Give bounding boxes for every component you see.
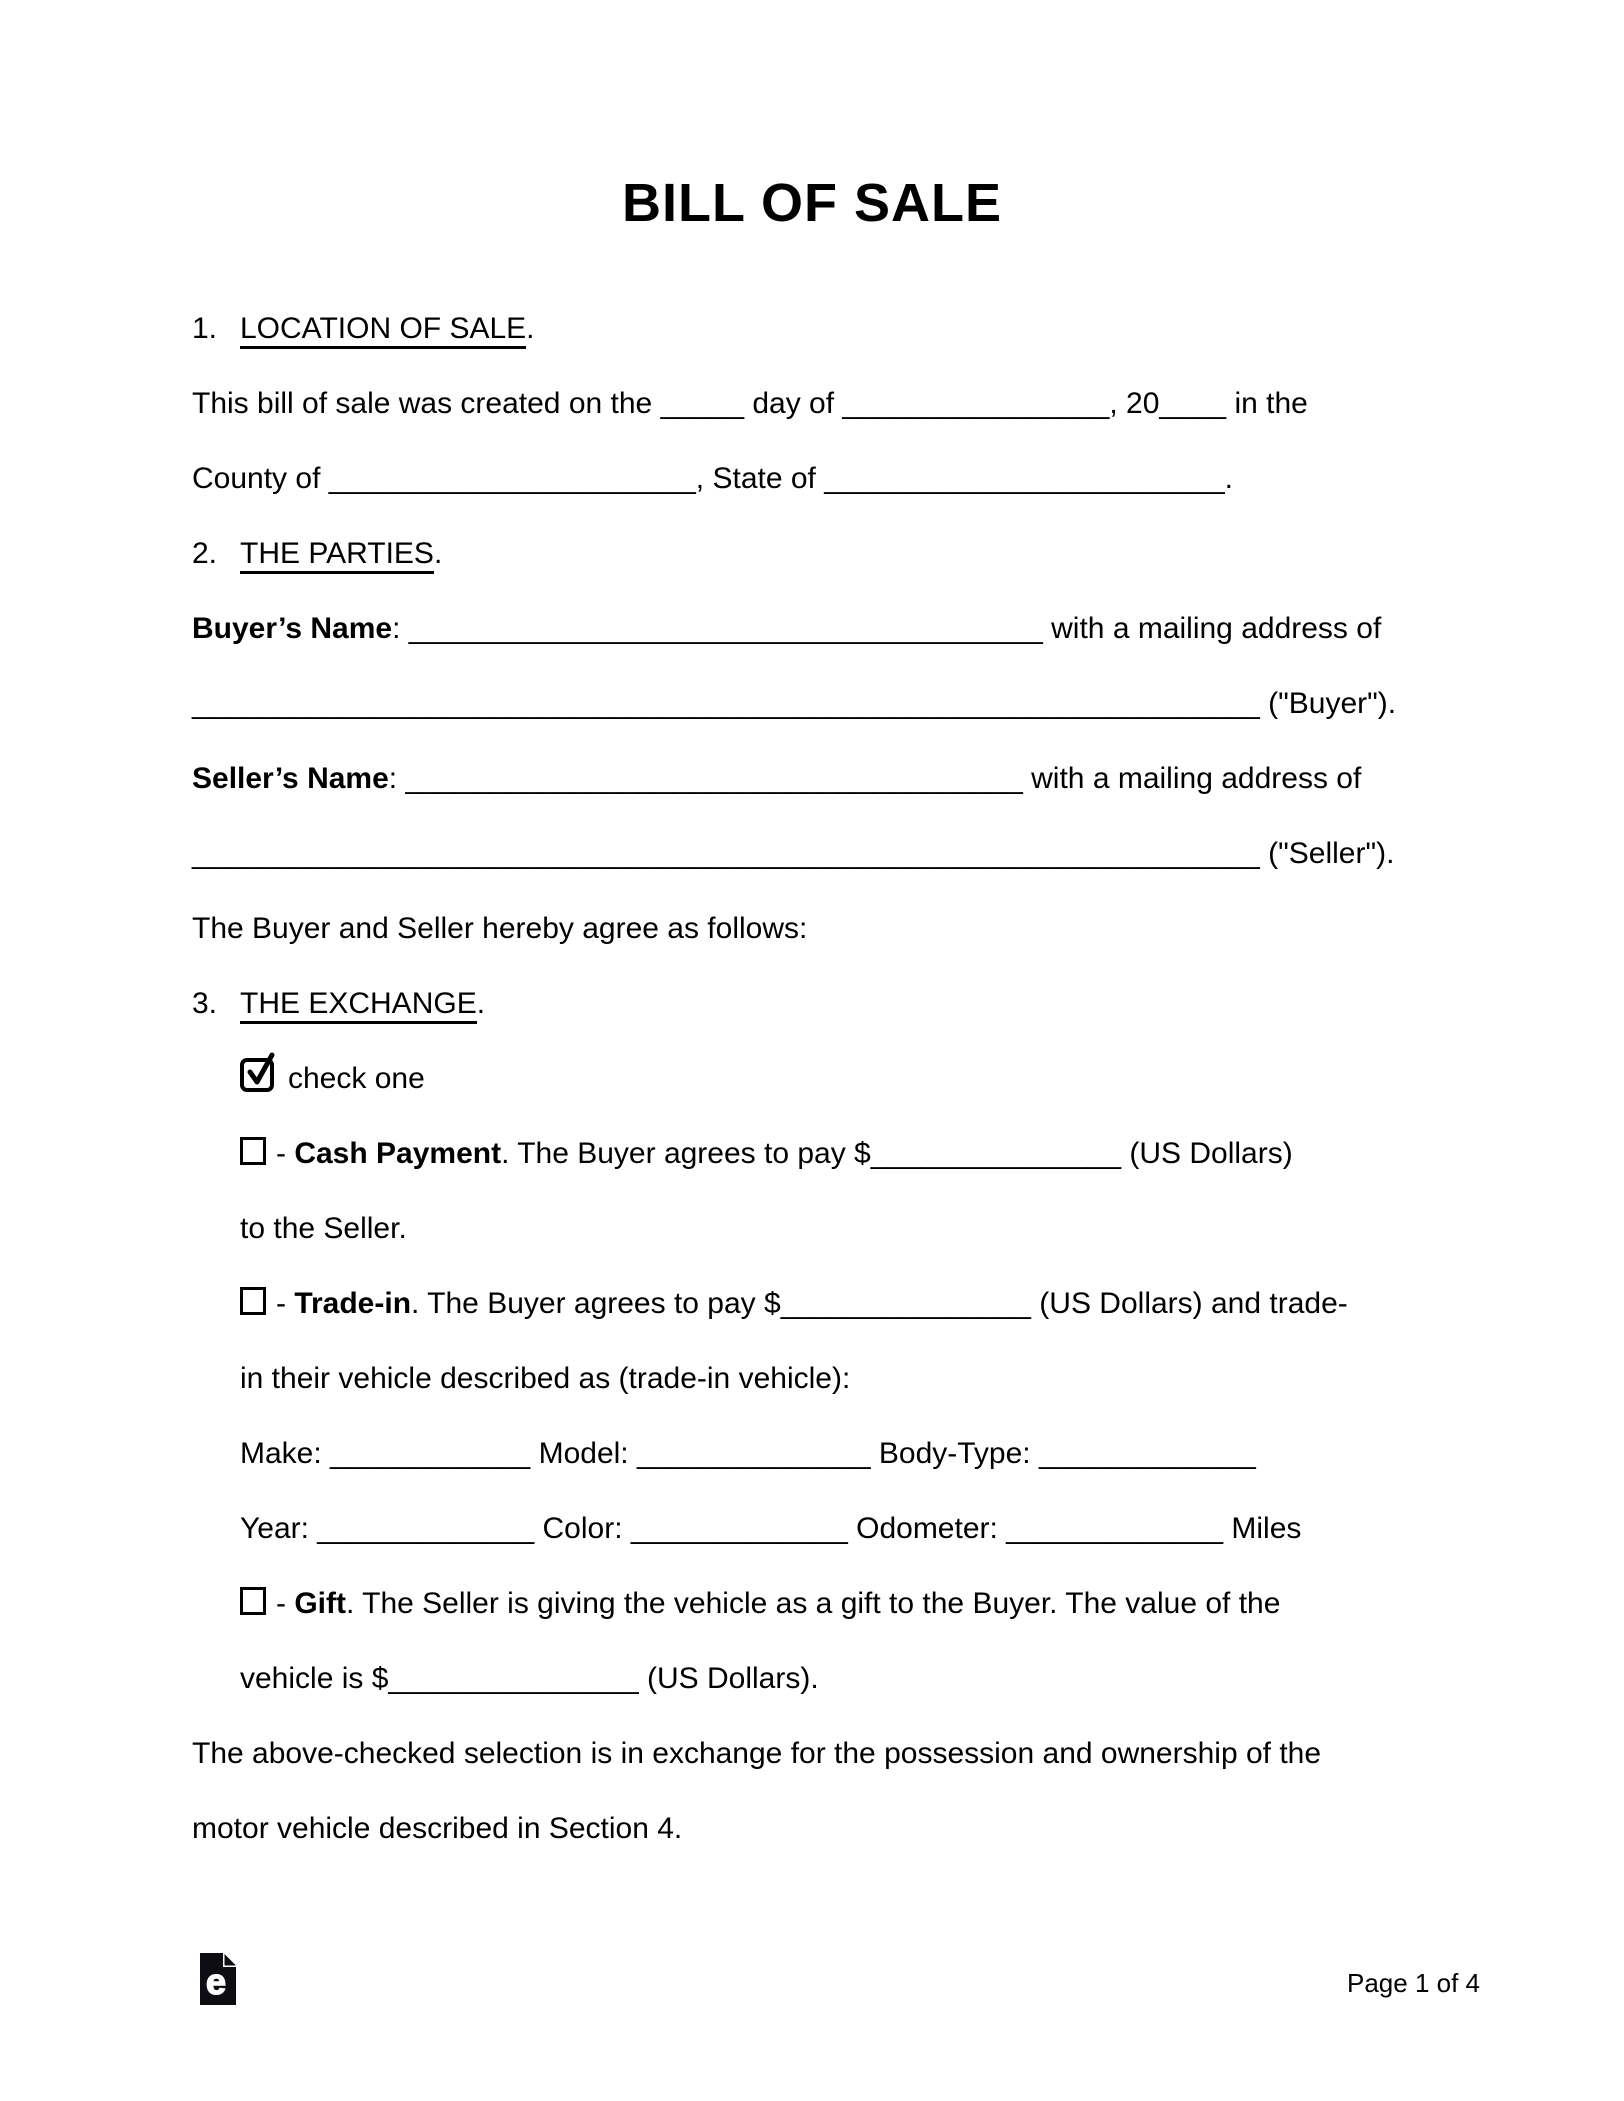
document-line (192, 1791, 1396, 1866)
bold-label: Seller’s Name (192, 762, 389, 795)
section-heading (192, 291, 1396, 366)
text-run: The Buyer and Seller hereby agree as follows: (192, 912, 808, 945)
document-line (192, 1566, 1396, 1641)
text-run: - (276, 1587, 295, 1620)
text-run: County of ______________________, State of ________________________. (192, 462, 1233, 495)
bold-label: Buyer’s Name (192, 612, 393, 645)
document-line (192, 816, 1396, 891)
text-run: . The Buyer agrees to pay $_______________ (US Dollars) and trade- (411, 1287, 1348, 1320)
section-title: THE PARTIES (240, 537, 434, 574)
checked-checkbox-icon[interactable] (240, 1058, 274, 1092)
empty-checkbox-icon[interactable] (240, 1587, 266, 1615)
document-line (192, 1716, 1396, 1791)
text-run: ________________________________________________________________ ("Seller"). (192, 837, 1395, 870)
section-heading (192, 966, 1396, 1041)
text-run: - (276, 1137, 295, 1170)
text-run: This bill of sale was created on the _____ day of ________________, 20____ in the (192, 387, 1308, 420)
text-run: motor vehicle described in Section 4. (192, 1812, 683, 1845)
bold-label: Cash Payment (294, 1137, 502, 1170)
document-line (192, 1416, 1396, 1491)
text-run: : ______________________________________ with a mailing address of (392, 612, 1382, 645)
document-line (192, 666, 1396, 741)
section-title: LOCATION OF SALE (240, 312, 526, 349)
empty-checkbox-icon[interactable] (240, 1137, 266, 1165)
text-run: Make: ____________ Model: ______________ Body-Type: _____________ (240, 1437, 1256, 1470)
page-number-label: Page 1 of 4 (1347, 1968, 1480, 1998)
section-number: 1. (192, 312, 218, 345)
bold-label: Gift (294, 1587, 346, 1620)
text-run: - (276, 1287, 295, 1320)
document-line (192, 741, 1396, 816)
text-run: The above-checked selection is in exchange for the possession and ownership of the (192, 1737, 1322, 1770)
eforms-logo (200, 1953, 236, 2005)
logo-fold-corner (225, 1954, 237, 1966)
text-run: . The Seller is giving the vehicle as a gift to the Buyer. The value of the (345, 1587, 1281, 1620)
document-line (192, 891, 1396, 966)
bold-label: Trade-in (294, 1287, 412, 1320)
section-title-period: . (476, 987, 486, 1020)
text-run: vehicle is $_______________ (US Dollars). (240, 1662, 819, 1695)
document-line (192, 1191, 1396, 1266)
document-line (192, 1041, 1396, 1116)
document-body (192, 291, 1396, 1866)
text-run: . The Buyer agrees to pay $_______________ (US Dollars) (501, 1137, 1293, 1170)
document-line (192, 1116, 1396, 1191)
document-line (192, 366, 1396, 441)
document-line (192, 591, 1396, 666)
document-line (192, 441, 1396, 516)
section-title-period: . (526, 312, 535, 345)
text-run: Year: _____________ Color: _____________ Odometer: _____________ Miles (240, 1512, 1302, 1545)
section-heading (192, 516, 1396, 591)
document-title: BILL OF SALE (621, 173, 1002, 233)
text-run: to the Seller. (240, 1212, 407, 1245)
document-line (192, 1341, 1396, 1416)
text-run: in their vehicle described as (trade-in vehicle): (240, 1362, 851, 1395)
logo-letter: e (205, 1961, 227, 2002)
section-title: THE EXCHANGE (240, 987, 477, 1024)
document-line (192, 1491, 1396, 1566)
text-run: : _____________________________________ with a mailing address of (388, 762, 1362, 795)
document-line (192, 1641, 1396, 1716)
section-number: 2. (192, 537, 218, 570)
text-run: check one (288, 1062, 425, 1095)
empty-checkbox-icon[interactable] (240, 1287, 266, 1315)
section-title-period: . (433, 537, 443, 570)
document-line (192, 1266, 1396, 1341)
text-run: ________________________________________________________________ ("Buyer"). (192, 687, 1397, 720)
section-number: 3. (192, 987, 218, 1020)
